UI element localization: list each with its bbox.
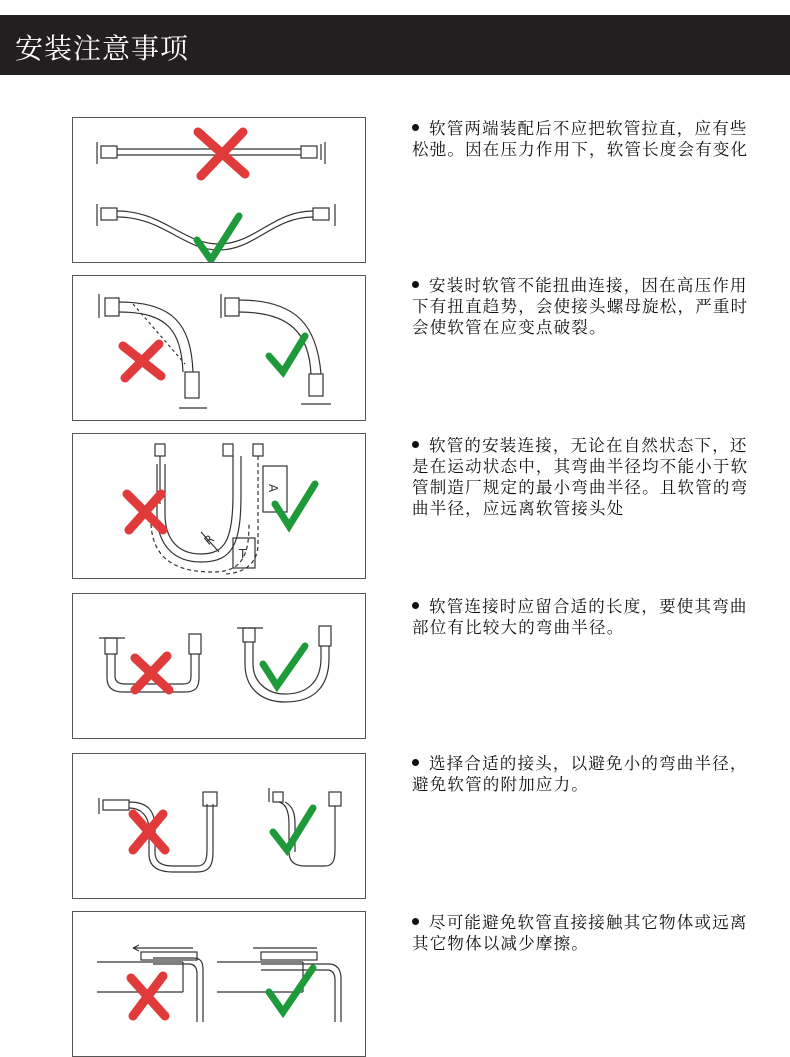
diagram-panel-1 xyxy=(72,117,366,263)
bullet-icon xyxy=(412,918,419,925)
wrong-cross-icon xyxy=(123,344,161,378)
label-t: T xyxy=(239,547,247,561)
diagram-panel-3 xyxy=(72,433,366,579)
note-5 xyxy=(412,753,752,795)
note-text: 选择合适的接头，以避免小的弯曲半径，避免软管的附加应力。 xyxy=(412,754,748,794)
wrong-cross-icon xyxy=(127,494,163,530)
correct-check-icon xyxy=(269,336,305,372)
correct-check-icon xyxy=(263,646,305,686)
note-text: 软管两端装配后不应把软管拉直，应有些松弛。因在压力作用下，软管长度会有变化 xyxy=(412,119,749,159)
bullet-icon xyxy=(412,281,419,288)
diagram-panel-5 xyxy=(72,753,366,899)
note-4 xyxy=(412,596,752,638)
note-text: 安装时软管不能扭曲连接，因在高压作用下有扭直趋势，会使接头螺母旋松，严重时会使软管在应变点破裂。 xyxy=(412,276,749,337)
wrong-cross-icon xyxy=(198,132,245,176)
wrong-cross-icon xyxy=(135,656,169,690)
diagram-panel-4 xyxy=(72,593,366,739)
diagram-panel-6 xyxy=(72,911,366,1057)
correct-check-icon xyxy=(269,968,313,1012)
bullet-icon xyxy=(412,124,419,131)
slack-hose-diagram xyxy=(73,118,365,262)
note-3 xyxy=(412,435,752,519)
correct-check-icon xyxy=(197,216,239,260)
note-2 xyxy=(412,275,752,338)
note-6 xyxy=(412,912,752,954)
bend-radius-diagram xyxy=(73,434,365,578)
note-text: 尽可能避免软管直接接触其它物体或远离其它物体以减少摩擦。 xyxy=(412,913,748,953)
avoid-friction-diagram xyxy=(73,912,365,1056)
twisted-hose-diagram xyxy=(73,276,365,420)
correct-check-icon xyxy=(273,808,313,850)
fitting-choice-diagram xyxy=(73,754,365,898)
diagram-panel-2 xyxy=(72,275,366,421)
correct-check-icon xyxy=(275,484,315,526)
bullet-icon xyxy=(412,441,419,448)
label-r: R xyxy=(201,531,217,548)
bullet-icon xyxy=(412,759,419,766)
note-text: 软管连接时应留合适的长度，要使其弯曲部位有比较大的弯曲半径。 xyxy=(412,597,748,637)
wrong-cross-icon xyxy=(131,976,165,1016)
note-text: 软管的安装连接，无论在自然状态下，还是在运动状态中，其弯曲半径均不能小于软管制造厂规定的最小弯曲半径。且软管的弯曲半径，应远离软管接头处 xyxy=(412,436,749,518)
hose-length-diagram xyxy=(73,594,365,738)
note-1 xyxy=(412,118,752,160)
bullet-icon xyxy=(412,602,419,609)
page-title: 安装注意事项 xyxy=(15,32,190,65)
label-a: A xyxy=(266,484,280,493)
title-bar xyxy=(0,15,790,75)
